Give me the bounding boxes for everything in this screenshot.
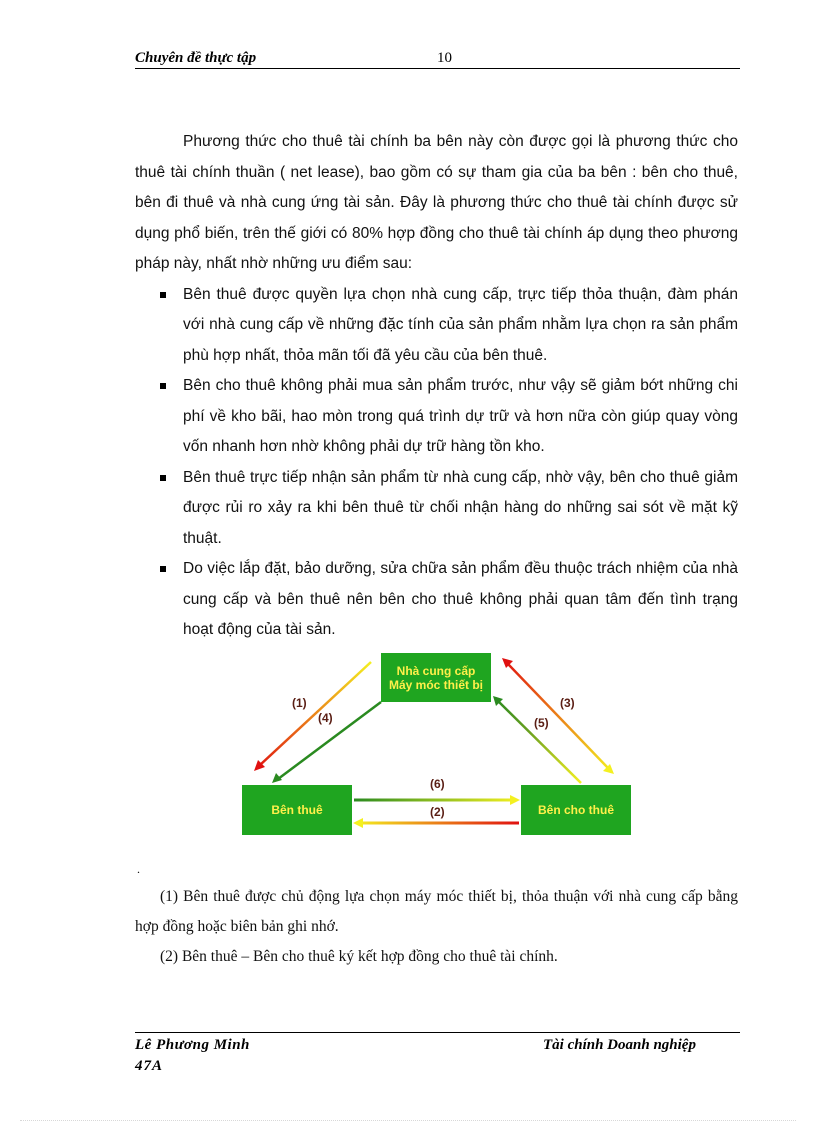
supplier-sublabel: Máy móc thiết bị bbox=[388, 677, 483, 692]
author-class: 47A bbox=[135, 1058, 164, 1074]
list-item bbox=[135, 371, 738, 463]
lessee-label: Bên thuê bbox=[271, 803, 323, 817]
note-item: (1) Bên thuê được chủ động lựa chọn máy móc thiết bị, thỏa thuận với nhà cung cấp bằng hợp đồng hoặc biên bản ghi nhớ. bbox=[135, 888, 738, 935]
list-item bbox=[135, 554, 738, 646]
arrow-label-3: (3) bbox=[560, 696, 575, 710]
arrow-label-6: (6) bbox=[430, 777, 445, 791]
department-name: Tài chính Doanh nghiệp bbox=[543, 1037, 696, 1053]
list-item bbox=[135, 463, 738, 555]
note-item: (2) Bên thuê – Bên cho thuê ký kết hợp đồng cho thuê tài chính. bbox=[160, 948, 558, 965]
bullet-square-icon bbox=[160, 292, 166, 298]
list-item bbox=[135, 280, 738, 372]
diagram-notes bbox=[135, 882, 738, 972]
page-number: 10 bbox=[437, 50, 452, 66]
arrow-3 bbox=[502, 658, 614, 774]
lessor-label: Bên cho thuê bbox=[537, 803, 614, 817]
bullet-square-icon bbox=[160, 475, 166, 481]
supplier-label: Nhà cung cấp bbox=[396, 663, 476, 678]
list-item-text: Bên cho thuê không phải mua sản phẩm trước, như vậy sẽ giảm bớt những chi phí về kho bãi, hao mòn trong quá trình dự trữ và hơn nữa còn giúp quay vòng vốn nhanh hơn nhờ không phải dự trữ hàng tồn kho. bbox=[183, 377, 738, 455]
arrow-2 bbox=[353, 818, 519, 828]
footer-divider bbox=[135, 1032, 740, 1033]
arrow-6 bbox=[354, 795, 520, 805]
header-title: Chuyên đề thực tập bbox=[135, 50, 257, 66]
author-name: Lê Phương Minh bbox=[135, 1037, 250, 1053]
bullet-square-icon bbox=[160, 383, 166, 389]
list-item-text: Bên thuê được quyền lựa chọn nhà cung cấp, trực tiếp thỏa thuận, đàm phán với nhà cung cấp về những đặc tính của sản phẩm nhằm lựa chọn ra sản phẩm phù hợp nhất, thỏa mãn tối đã yêu cầu của bên thuê. bbox=[183, 285, 738, 364]
lessee-box bbox=[242, 785, 352, 835]
advantages-list bbox=[135, 280, 738, 646]
list-item-text: Do việc lắp đặt, bảo dưỡng, sửa chữa sản phẩm đều thuộc trách nhiệm của nhà cung cấp và bên thuê nên bên cho thuê không phải quan tâm đến tình trạng hoạt động của tài sản. bbox=[183, 560, 738, 638]
supplier-box bbox=[381, 653, 491, 702]
intro-paragraph: Phương thức cho thuê tài chính ba bên này còn được gọi là phương thức cho thuê tài chính thuần ( net lease), bao gồm có sự tham gia của ba bên : bên cho thuê, bên đi thuê và nhà cung ứng tài sản. Đây là phương thức cho thuê tài chính được sử dụng phổ biến, trên thế giới có 80% hợp đồng cho thuê tài chính áp dụng theo phương pháp này, nhất nhờ những ưu điểm sau: bbox=[135, 133, 738, 272]
arrow-label-5: (5) bbox=[534, 716, 549, 730]
bullet-square-icon bbox=[160, 566, 166, 572]
main-text bbox=[135, 127, 738, 646]
arrow-label-4: (4) bbox=[318, 711, 333, 725]
header-divider bbox=[135, 68, 740, 69]
list-item-text: Bên thuê trực tiếp nhận sản phẩm từ nhà cung cấp, nhờ vậy, bên cho thuê giảm được rủi ro xảy ra khi bên thuê từ chối nhận hàng do những sai sót về mặt kỹ thuật. bbox=[183, 468, 738, 547]
page-bottom-border bbox=[20, 1120, 796, 1121]
lessor-box bbox=[521, 785, 631, 835]
lease-flow-diagram bbox=[240, 650, 620, 840]
arrow-label-2: (2) bbox=[430, 805, 445, 819]
separator-dot: . bbox=[137, 862, 140, 876]
arrow-label-1: (1) bbox=[292, 696, 307, 710]
